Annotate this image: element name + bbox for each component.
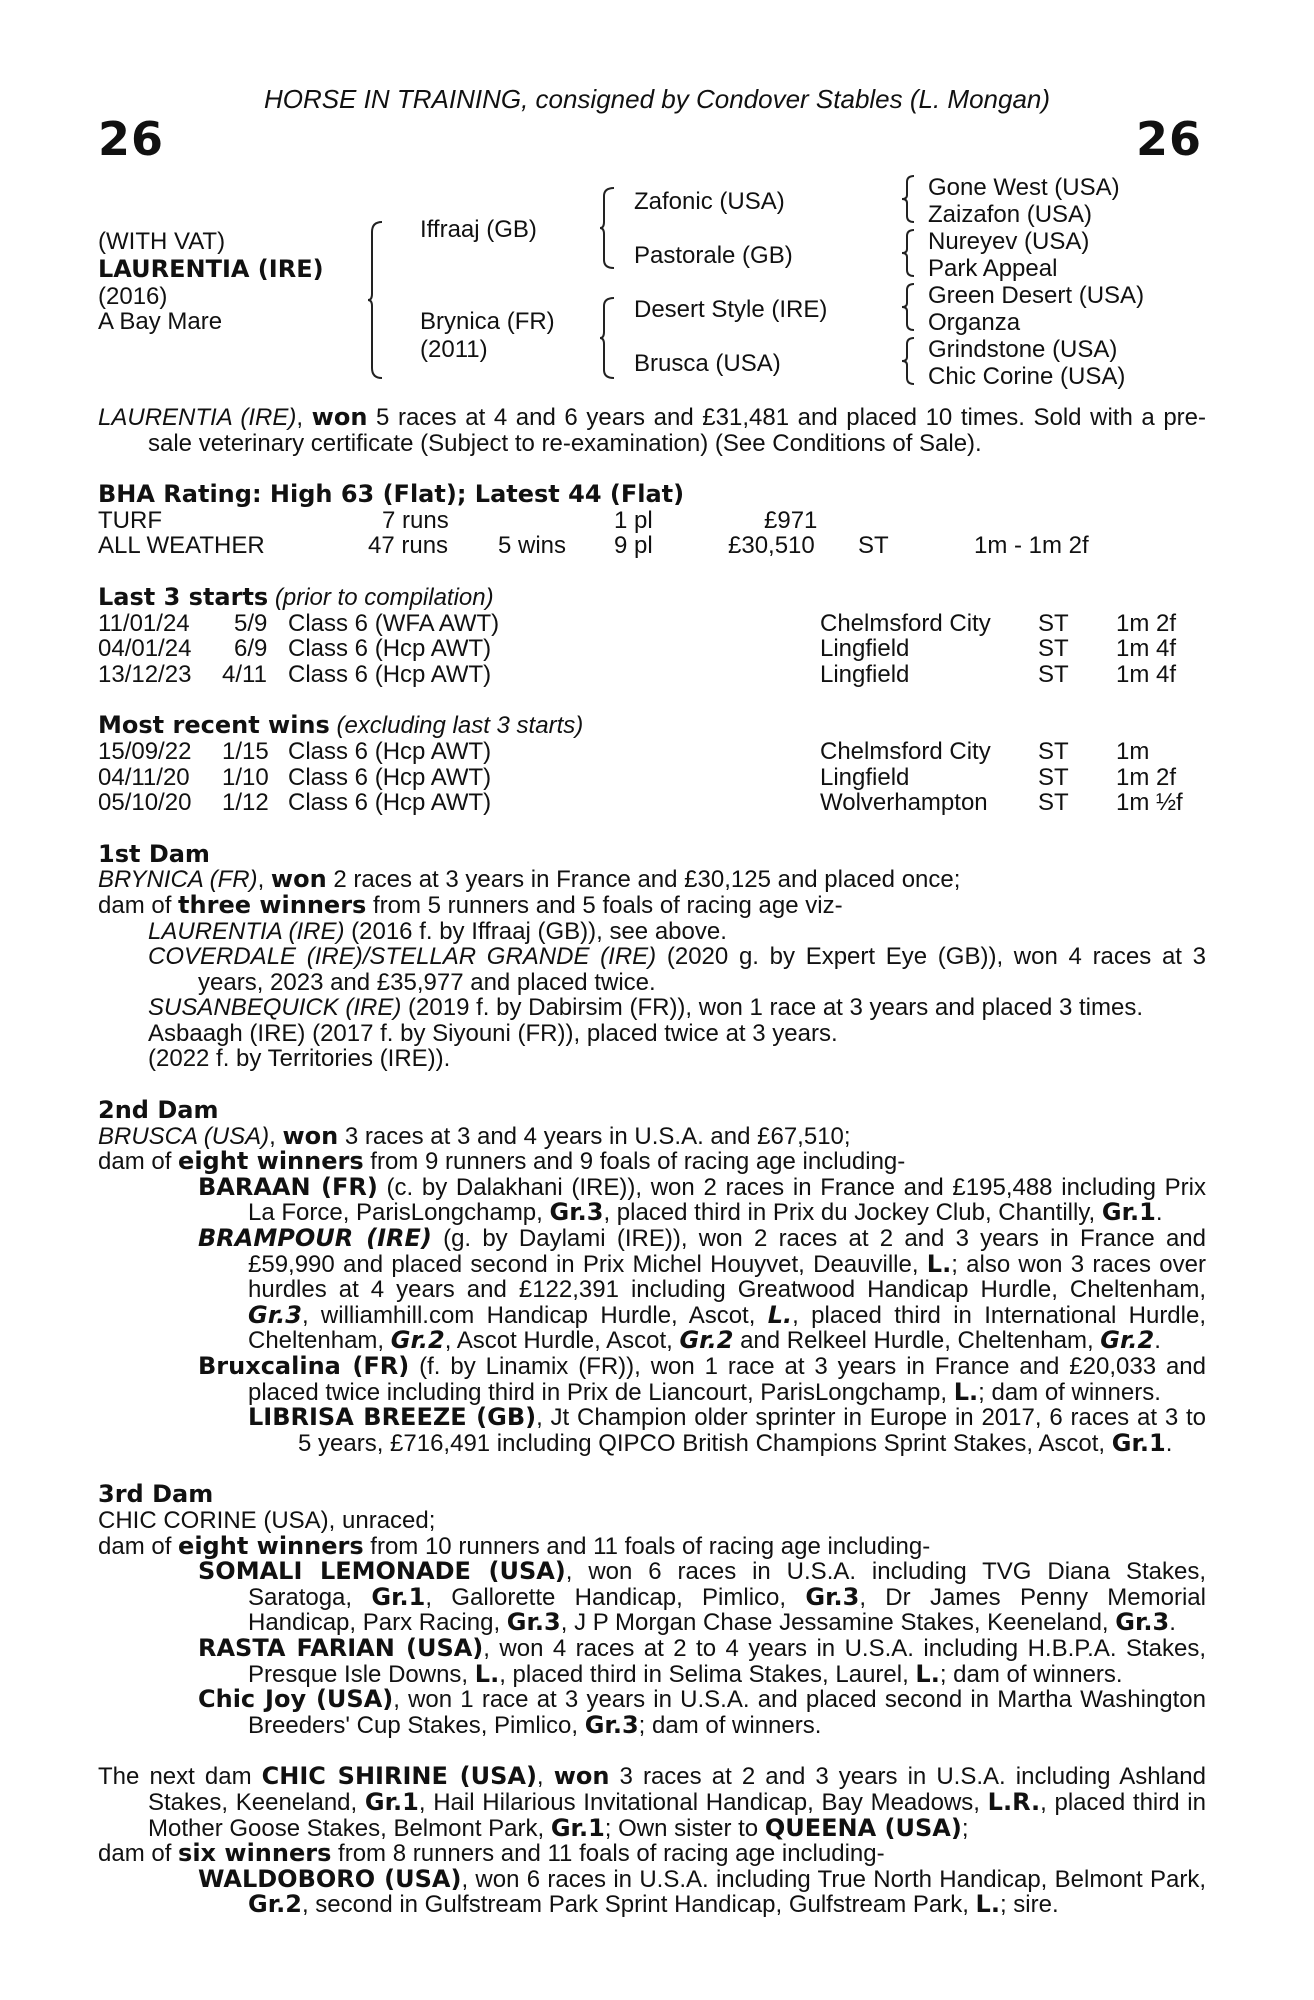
win-position: 1/10	[222, 763, 269, 791]
offspring-text: (2016 f. by Iffraaj (GB)), see above.	[344, 917, 727, 945]
win-distance: 1m ½f	[1116, 789, 1183, 817]
next-dam-produce-text: from 8 runners and 11 foals of racing age including-	[331, 1840, 885, 1868]
summary-horse-name: LAURENTIA (IRE)	[98, 404, 297, 431]
group-label: Gr.1	[364, 1787, 419, 1816]
group-label: Gr.1	[371, 1582, 426, 1611]
dam2-offspring-bruxcalina	[98, 1354, 1206, 1405]
sire-name: Iffraaj (GB)	[420, 216, 537, 243]
listed-label: L.	[767, 1300, 793, 1329]
group-label: Gr.3	[549, 1198, 604, 1227]
win-going: ST	[1038, 737, 1069, 765]
offspring-name: Chic Joy (USA)	[198, 1685, 394, 1714]
dam2-produce	[98, 1149, 1206, 1175]
horse-year: (2016)	[98, 283, 168, 310]
dam1-won: won	[270, 865, 327, 894]
dam1-offspring	[98, 944, 1206, 995]
rating-surface: TURF	[98, 506, 162, 534]
group-label: Gr.1	[550, 1813, 605, 1842]
offspring-text: , placed third in Selima Stakes, Laurel,	[499, 1660, 916, 1688]
dam3-produce	[98, 1531, 1206, 1560]
dam-dam: Brusca (USA)	[634, 350, 781, 377]
next-dam-text: ,	[536, 1763, 554, 1791]
last-starts-heading	[98, 582, 1206, 611]
rating-going: ST	[858, 532, 889, 560]
start-going: ST	[1038, 609, 1069, 637]
recent-wins-note: (excluding last 3 starts)	[329, 712, 584, 740]
next-dam-won: won	[553, 1762, 610, 1791]
summary-paragraph	[98, 405, 1206, 456]
win-race: Class 6 (Hcp AWT)	[288, 737, 492, 765]
offspring-text: Asbaagh (IRE) (2017 f. by Siyouni (FR)), placed twice at 3 years.	[148, 1019, 838, 1047]
sire-dam-sire: Nureyev (USA)	[928, 228, 1090, 255]
rating-row-turf	[98, 508, 1206, 534]
start-going: ST	[1038, 635, 1069, 663]
dam2-offspring-brampour	[98, 1226, 1206, 1354]
dam1-name: BRYNICA (FR)	[98, 866, 258, 894]
summary-comma: ,	[296, 404, 312, 431]
start-course: Lingfield	[820, 635, 910, 663]
dam1-line	[98, 867, 1206, 893]
offspring-text: , won 6 races in U.S.A. including True North Handicap, Belmont Park,	[461, 1865, 1206, 1893]
dam1-offspring	[98, 995, 1206, 1021]
offspring-text: (f. by Linamix (FR)), won 1 race at 3 years in France and £20,033 and placed twice including third in Prix de Liancourt, ParisLongchamp,	[248, 1353, 1206, 1406]
start-distance: 1m 2f	[1116, 609, 1177, 637]
next-dam-dam-of: dam of	[98, 1840, 179, 1868]
start-course: Chelmsford City	[820, 609, 991, 637]
dam-dam-dam: Chic Corine (USA)	[928, 363, 1126, 390]
offspring-name: LIBRISA BREEZE (GB)	[248, 1403, 537, 1432]
next-dam-name: CHIC SHIRINE (USA)	[261, 1762, 537, 1791]
rating-wins: 5 wins	[498, 532, 567, 560]
dam2-dam-of: dam of	[98, 1148, 179, 1176]
win-course: Lingfield	[820, 763, 910, 791]
group-label: Gr.3	[506, 1608, 561, 1637]
start-distance: 1m 4f	[1116, 660, 1177, 688]
horse-name: LAURENTIA (IRE)	[98, 255, 324, 283]
pedigree-brace-4	[902, 174, 918, 224]
lot-number-right: 26	[1135, 112, 1202, 166]
dam2-text: 3 races at 3 and 4 years in U.S.A. and £67,510;	[338, 1122, 851, 1150]
group-label: Gr.3	[805, 1582, 860, 1611]
pedigree-brace-6	[902, 282, 918, 332]
rating-distance: 1m - 1m 2f	[974, 532, 1089, 560]
next-dam-produce	[98, 1841, 1206, 1867]
dam3-produce-text: from 10 runners and 11 foals of racing age including-	[363, 1532, 931, 1560]
start-race: Class 6 (Hcp AWT)	[288, 660, 492, 688]
sire-sire: Zafonic (USA)	[634, 188, 785, 215]
recent-wins-title: Most recent wins	[98, 711, 330, 740]
start-race: Class 6 (WFA AWT)	[288, 609, 500, 637]
offspring-name: BARAAN (FR)	[198, 1172, 378, 1201]
dam1-winners: three winners	[178, 890, 367, 919]
offspring-text: ; dam of winners.	[939, 1660, 1123, 1688]
offspring-text: (c. by Dalakhani (IRE)), won 2 races in France and £195,488 including Prix La Force, ParisLongchamp,	[248, 1173, 1207, 1227]
next-dam-text: , placed third in Mother Goose Stakes, Belmont Park,	[148, 1788, 1206, 1842]
group-label: Gr.2	[248, 1890, 302, 1919]
dam2-name: BRUSCA (USA)	[98, 1122, 270, 1150]
group-label: Gr.2	[390, 1326, 445, 1355]
main-text	[98, 405, 1206, 1918]
group-label: Gr.3	[584, 1710, 639, 1739]
dam2-heading: 2nd Dam	[98, 1096, 219, 1125]
dam3-line: CHIC CORINE (USA), unraced;	[98, 1506, 436, 1534]
next-dam-text: ;	[961, 1814, 969, 1842]
next-dam-text: , Hail Hilarious Invitational Handicap, Bay Meadows,	[418, 1788, 988, 1816]
dam2-won: won	[282, 1121, 339, 1150]
rating-placed: 1 pl	[614, 506, 653, 534]
summary-text: 5 races at 4 and 6 years and £31,481 and placed 10 times. Sold with a pre-sale veterinary certificate (Subject to re-examination) (See Conditions of Sale).	[148, 404, 1207, 457]
offspring-text: , Dr James Penny Memorial Handicap, Parx Racing,	[248, 1583, 1206, 1637]
listed-label: L.	[915, 1659, 940, 1688]
rating-runs: 47 runs	[368, 532, 449, 560]
dam2-offspring-baraan	[98, 1172, 1207, 1227]
offspring-text: , Jt Champion older sprinter in Europe in 2017, 6 races at 3 to 5 years, £716,491 including QIPCO British Champions Sprint Stakes, Ascot,	[298, 1404, 1206, 1457]
win-going: ST	[1038, 789, 1069, 817]
offspring-text: (g. by Daylami (IRE)), won 2 races at 2 and 3 years in France and £59,990 and placed second in Prix Michel Houyvet, Deauville,	[248, 1225, 1206, 1278]
sister-name: QUEENA (USA)	[764, 1813, 962, 1842]
recent-win-row	[98, 739, 1206, 765]
offspring-text: , J P Morgan Chase Jessamine Stakes, Keeneland,	[560, 1609, 1116, 1637]
offspring-text: ; also won 3 races over hurdles at 4 years and £122,391 including Greatwood Handicap Hurdle, Cheltenham,	[248, 1250, 1206, 1304]
dam3-heading: 3rd Dam	[98, 1480, 214, 1509]
offspring-text: , Ascot Hurdle, Ascot,	[444, 1327, 680, 1355]
vat-label: (WITH VAT)	[98, 228, 226, 255]
dam1-offspring	[98, 919, 1206, 945]
listed-label: L.	[926, 1249, 952, 1278]
recent-win-row	[98, 790, 1206, 816]
recent-win-row	[98, 765, 1206, 791]
pedigree-brace-3	[600, 296, 620, 380]
pedigree-brace-1	[368, 220, 388, 380]
last-start-row	[98, 636, 1206, 662]
offspring-text: (2020 g. by Expert Eye (GB)), won 4 races at 3 years, 2023 and £35,977 and placed twice.	[198, 943, 1207, 996]
group-label: Gr.2	[679, 1326, 734, 1355]
rating-prize: £30,510	[728, 532, 815, 560]
win-position: 1/12	[222, 789, 269, 817]
offspring-name: SUSANBEQUICK (IRE)	[148, 994, 402, 1022]
recent-wins-heading	[98, 713, 1206, 739]
horse-description: A Bay Mare	[98, 308, 223, 335]
dam-sire-dam: Organza	[928, 309, 1021, 336]
offspring-text: ; dam of winners.	[638, 1711, 822, 1739]
win-position: 1/15	[222, 737, 269, 765]
last-start-row	[98, 611, 1206, 637]
offspring-text: , Gallorette Handicap, Pimlico,	[425, 1583, 806, 1611]
offspring-name: BRAMPOUR (IRE)	[198, 1224, 432, 1253]
win-date: 05/10/20	[98, 789, 192, 817]
offspring-text: ; sire.	[999, 1891, 1059, 1919]
listed-label: L.	[953, 1377, 979, 1406]
next-dam-intro: The next dam	[98, 1763, 262, 1791]
rating-heading: BHA Rating: High 63 (Flat); Latest 44 (Flat)	[98, 480, 685, 509]
offspring-text: .	[1165, 1429, 1173, 1457]
rating-prize: £971	[764, 506, 818, 534]
dam3-winners: eight winners	[178, 1531, 364, 1560]
next-dam-winners: six winners	[178, 1839, 332, 1868]
start-distance: 1m 4f	[1116, 635, 1177, 663]
dam1-offspring	[98, 1021, 1206, 1047]
listed-label: L.	[975, 1890, 1000, 1919]
win-race: Class 6 (Hcp AWT)	[288, 763, 492, 791]
listed-label: L.	[474, 1659, 500, 1688]
dam1-produce-text: from 5 runners and 5 foals of racing age viz-	[366, 891, 843, 919]
offspring-name: Bruxcalina (FR)	[198, 1352, 410, 1380]
offspring-text: and Relkeel Hurdle, Cheltenham,	[733, 1327, 1101, 1355]
dam2-produce-text: from 9 runners and 9 foals of racing age including-	[363, 1148, 906, 1176]
rating-row-aw	[98, 533, 1206, 559]
next-dam-paragraph	[98, 1764, 1206, 1841]
win-distance: 1m 2f	[1116, 763, 1177, 791]
dam3-offspring-rasta	[98, 1633, 1206, 1688]
win-date: 15/09/22	[98, 737, 192, 765]
sire-dam: Pastorale (GB)	[634, 242, 793, 269]
dam1-dam-of: dam of	[98, 891, 179, 919]
start-course: Lingfield	[820, 660, 910, 688]
dam1-offspring	[98, 1046, 1206, 1072]
last-starts-note: (prior to compilation)	[268, 583, 494, 611]
last-starts-title: Last 3 starts	[98, 582, 269, 611]
group-label: Gr.1	[1111, 1428, 1166, 1457]
dam-dam-sire: Grindstone (USA)	[928, 336, 1118, 363]
dam3-offspring-chicjoy	[98, 1687, 1206, 1738]
dam2-winners: eight winners	[178, 1147, 364, 1176]
win-race: Class 6 (Hcp AWT)	[288, 789, 492, 817]
pedigree-brace-7	[902, 336, 918, 386]
pedigree-brace-5	[902, 228, 918, 278]
offspring-text: ; dam of winners.	[978, 1378, 1161, 1406]
group-label: Gr.3	[248, 1300, 302, 1329]
offspring-text: , won 4 races at 2 to 4 years in U.S.A. including H.B.P.A. Stakes, Presque Isle Downs,	[248, 1634, 1206, 1688]
offspring-name: RASTA FARIAN (USA)	[198, 1633, 484, 1662]
win-course: Wolverhampton	[820, 789, 988, 817]
start-date: 04/01/24	[98, 635, 192, 663]
rating-placed: 9 pl	[614, 532, 653, 560]
offspring-text: , second in Gulfstream Park Sprint Handicap, Gulfstream Park,	[301, 1891, 976, 1919]
offspring-text: , won 6 races in U.S.A. including TVG Diana Stakes, Saratoga,	[248, 1558, 1207, 1611]
dam2-line	[98, 1121, 1206, 1150]
win-course: Chelmsford City	[820, 737, 991, 765]
offspring-text: .	[1155, 1199, 1163, 1227]
start-date: 13/12/23	[98, 660, 192, 688]
dam1-comma: ,	[257, 866, 271, 894]
dam-sire-sire: Green Desert (USA)	[928, 282, 1145, 309]
dam-sire: Desert Style (IRE)	[634, 296, 828, 323]
offspring-text: (2022 f. by Territories (IRE)).	[148, 1045, 451, 1073]
offspring-text: , won 1 race at 3 years in U.S.A. and placed second in Martha Washington Breeders' Cup Stakes, Pimlico,	[248, 1686, 1206, 1739]
group-label: Gr.1	[1101, 1198, 1156, 1227]
rating-surface: ALL WEATHER	[98, 532, 265, 560]
sire-sire-dam: Zaizafon (USA)	[928, 201, 1093, 228]
offspring-name: LAURENTIA (IRE)	[148, 917, 345, 945]
dam2-comma: ,	[269, 1122, 283, 1150]
next-dam-text: ; Own sister to	[604, 1814, 765, 1842]
start-race: Class 6 (Hcp AWT)	[288, 635, 492, 663]
win-date: 04/11/20	[98, 763, 190, 791]
dam2-grandoffspring-librisa	[98, 1405, 1206, 1456]
page-header: HORSE IN TRAINING, consigned by Condover Stables (L. Mongan)	[263, 84, 1051, 114]
sire-dam-dam: Park Appeal	[928, 255, 1058, 282]
next-dam-offspring-waldoboro	[98, 1864, 1206, 1919]
lot-number-left: 26	[98, 112, 165, 166]
dam3-dam-of: dam of	[98, 1532, 179, 1560]
last-start-row	[98, 662, 1206, 688]
offspring-text: , placed third in International Hurdle, Cheltenham,	[248, 1301, 1207, 1355]
start-date: 11/01/24	[98, 609, 190, 637]
dam-year: (2011)	[420, 336, 488, 363]
dam3-offspring-somali	[98, 1559, 1206, 1636]
offspring-text: .	[1169, 1609, 1176, 1637]
start-position: 6/9	[234, 635, 268, 663]
group-label: Gr.3	[1115, 1608, 1170, 1637]
summary-won: won	[311, 403, 368, 431]
next-dam-text: 3 races at 2 and 3 years in U.S.A. including Ashland Stakes, Keeneland,	[148, 1763, 1206, 1816]
start-going: ST	[1038, 660, 1069, 688]
win-distance: 1m	[1116, 737, 1150, 765]
group-label: Gr.2	[1100, 1326, 1155, 1355]
offspring-text: , williamhill.com Handicap Hurdle, Ascot,	[301, 1301, 768, 1329]
win-going: ST	[1038, 763, 1069, 791]
offspring-text: (2019 f. by Dabirsim (FR)), won 1 race at 3 years and placed 3 times.	[401, 994, 1144, 1022]
dam1-produce	[98, 890, 1206, 919]
offspring-name: SOMALI LEMONADE (USA)	[198, 1557, 566, 1586]
dam-name: Brynica (FR)	[420, 308, 555, 335]
start-position: 4/11	[222, 660, 267, 688]
dam1-heading: 1st Dam	[98, 839, 210, 868]
rating-runs: 7 runs	[382, 506, 449, 534]
offspring-name: WALDOBORO (USA)	[198, 1864, 462, 1893]
offspring-text: .	[1154, 1327, 1161, 1355]
sire-sire-sire: Gone West (USA)	[928, 174, 1120, 201]
listed-label: L.R.	[987, 1787, 1041, 1816]
offspring-name: COVERDALE (IRE)/STELLAR GRANDE (IRE)	[148, 943, 657, 971]
start-position: 5/9	[234, 609, 268, 637]
offspring-text: , placed third in Prix du Jockey Club, Chantilly,	[603, 1199, 1102, 1227]
dam1-text: 2 races at 3 years in France and £30,125 and placed once;	[326, 866, 961, 894]
pedigree-brace-2	[600, 186, 620, 270]
